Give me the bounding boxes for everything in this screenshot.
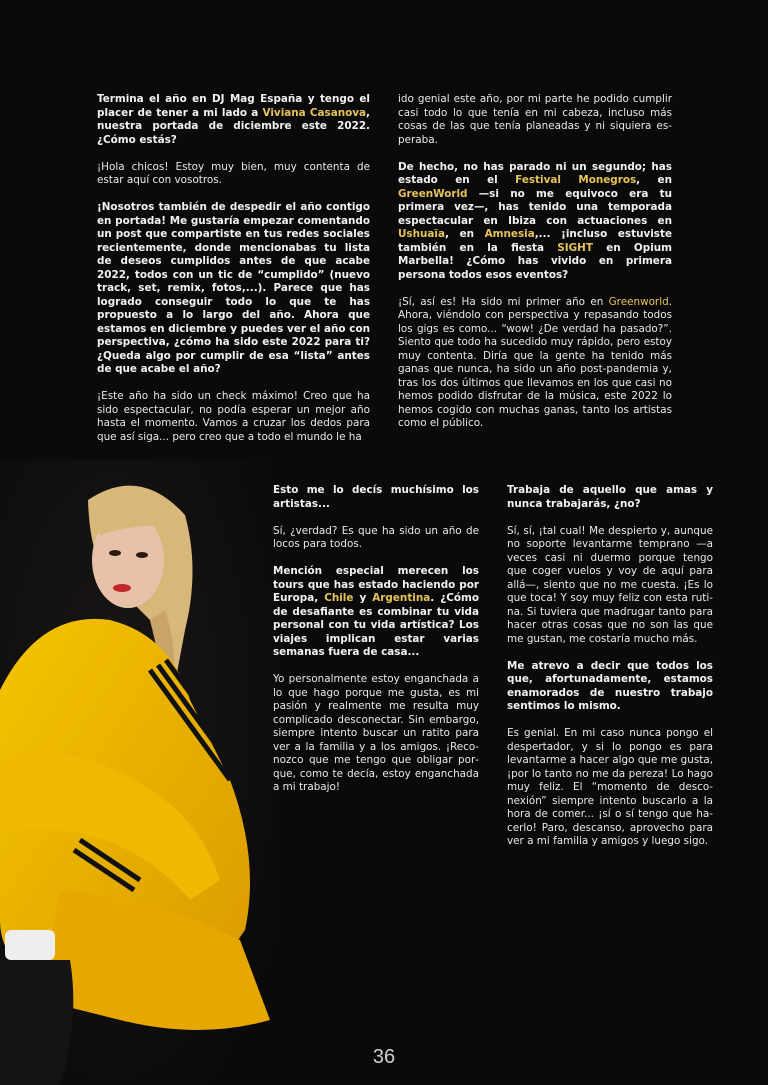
text-segment: ¡Nosotros también de despedir el año contigo en portada! Me gustaría empezar comentando un post que compartiste en tus redes sociales recientemente, donde mencionabas tu lista de deseos cumplidos antes de que acabe 2022, todos con un tic de “cumplido” (nuevo track, set, remix, fotos,...). Parece que has logrado conseguir todo lo que te has propuesto a lo largo del año. Ahora que estamos en diciembre y puedes ver el año con perspectiva, ¿cómo ha sido este 2022 para ti? ¿Queda algo por cumplir de esa “lista” antes de que acabe el año?: [97, 201, 370, 375]
artist-photo: [0, 460, 280, 1085]
highlighted-name: Greenworld: [608, 295, 669, 308]
text-segment: en Opium Marbella! ¿Cómo has vivido en primera persona todos esos eventos?: [398, 241, 672, 281]
article-column-3: [273, 484, 479, 808]
text-segment: . Ahora, viéndolo con perspectiva y repasando todos los gigs es como... “wow! ¿De verdad ha pasado?”. Siento que todo ha sucedido muy rápido, pero estoy muy contenta. Diría que la gente ha tenido más ganas que nunca, ha sido un año post-pandemia y, tras los dos últimos que llevamos en los que casi no hemos podido disfrutar de la música, este 2022 lo hemos cogido con muchas ganas, tanto los artistas como el público.: [398, 295, 672, 429]
text-segment: ,... ¡incluso estuviste también en la fiesta: [398, 228, 672, 254]
interview-answer: [507, 727, 713, 849]
interview-answer: [97, 390, 370, 444]
article-column-4: [507, 484, 713, 862]
text-segment: Me atrevo a decir que todos los que, afortunadamente, estamos enamorados de nuestro trabajo sentimos lo mismo.: [507, 659, 713, 712]
text-segment: , nuestra portada de diciembre este 2022. ¿Cómo estás?: [97, 106, 370, 146]
text-segment: Esto me lo decís muchísimo los artistas...: [273, 484, 479, 510]
interview-question: [97, 201, 370, 377]
text-segment: —si no me equivoco era tu primera vez—, has tenido una temporada espectacular en Ibiza con actuaciones en: [398, 187, 672, 227]
interview-question: [398, 161, 672, 283]
highlighted-name: Ushuaïa: [398, 228, 446, 240]
highlighted-name: SIGHT: [557, 241, 593, 254]
highlighted-name: Festival Monegros: [515, 174, 637, 186]
text-segment: Termina el año en DJ Mag España y tengo el placer de tener a mi lado a: [97, 93, 370, 119]
interview-question: [507, 660, 713, 714]
text-segment: Sí, sí, ¡tal cual! Me despierto y, aunque no soporte levantarme temprano —a veces casi ni duermo porque tengo que coger vuelos y voy de aquí para allá—, siento que no me cuesta. ¡Es lo que toca! Y soy muy feliz con esta rutina. Si tuviera que madrugar tanto para hacer otras cosas que no son las que me gustan, me costaría mucho más.: [507, 524, 713, 645]
interview-question: [507, 484, 713, 511]
interview-answer: [507, 525, 713, 647]
interview-question: [97, 93, 370, 147]
text-segment: ido genial este año, por mi parte he podido cumplir casi todo lo que tenía en mi cabeza, incluso más cosas de las que tenía planeadas y ni siquiera esperaba.: [398, 93, 672, 146]
text-segment: y: [353, 592, 373, 604]
interview-answer: [398, 296, 672, 431]
text-segment: ¡Hola chicos! Estoy muy bien, muy contenta de estar aquí con vosotros.: [97, 160, 370, 186]
text-segment: , en: [445, 228, 485, 240]
article-column-1: [97, 93, 370, 458]
interview-answer: [398, 93, 672, 147]
highlighted-name: GreenWorld: [398, 187, 468, 200]
highlighted-name: Viviana Casanova: [262, 106, 367, 119]
interview-question: [273, 484, 479, 511]
interview-answer: [273, 673, 479, 795]
text-segment: Trabaja de aquello que amas y nunca trabajarás, ¿no?: [507, 484, 713, 510]
interview-answer: [97, 161, 370, 188]
highlighted-name: Chile: [324, 592, 354, 604]
article-column-2: [398, 93, 672, 444]
text-segment: De hecho, no has parado ni un segundo; has estado en el: [398, 160, 672, 186]
interview-answer: [273, 525, 479, 552]
text-segment: Mención especial merecen los tours que has estado haciendo por Europa,: [273, 565, 479, 604]
highlighted-name: Argentina: [372, 592, 431, 604]
highlighted-name: Amnesia: [484, 228, 535, 240]
text-segment: Es genial. En mi caso nunca pongo el despertador, y si lo pongo es para levantarme a hacer algo que me gusta, ¡por lo tanto no me da pereza! Lo hago muy feliz. El “momento de desconexión” siempre intento buscarlo a la hora de comer... ¡sí o sí tengo que hacerlo! Paro, descanso, aprovecho para ver a mi familia y amigos y luego sigo.: [507, 727, 713, 847]
interview-question: [273, 565, 479, 660]
text-segment: ¡Sí, así es! Ha sido mi primer año en: [398, 295, 609, 308]
text-segment: , en: [636, 174, 672, 186]
page-number: 36: [372, 1046, 396, 1068]
artist-photo-illustration: [0, 460, 280, 1085]
text-segment: . ¿Cómo de desafiante es combinar tu vida personal con tu vida artística? Los viajes implican estar varias semanas fuera de casa...: [273, 592, 480, 658]
text-segment: Sí, ¿verdad? Es que ha sido un año de locos para todos.: [273, 524, 479, 550]
text-segment: ¡Este año ha sido un check máximo! Creo que ha sido espectacular, no podía esperar un mejor año hasta el momento. Vamos a cruzar los dedos para que así siga... pero creo que a todo el mundo le ha: [97, 390, 370, 443]
text-segment: Yo personalmente estoy enganchada a lo que hago porque me gusta, es mi pasión y realmente me resulta muy complicado desconectar. Sin embargo, siempre intento buscar un ratito para ver a la familia y a los amigos. ¡Reconozco que me tengo que obligar porque, como te decía, estoy enganchada a mi trabajo!: [273, 673, 479, 793]
